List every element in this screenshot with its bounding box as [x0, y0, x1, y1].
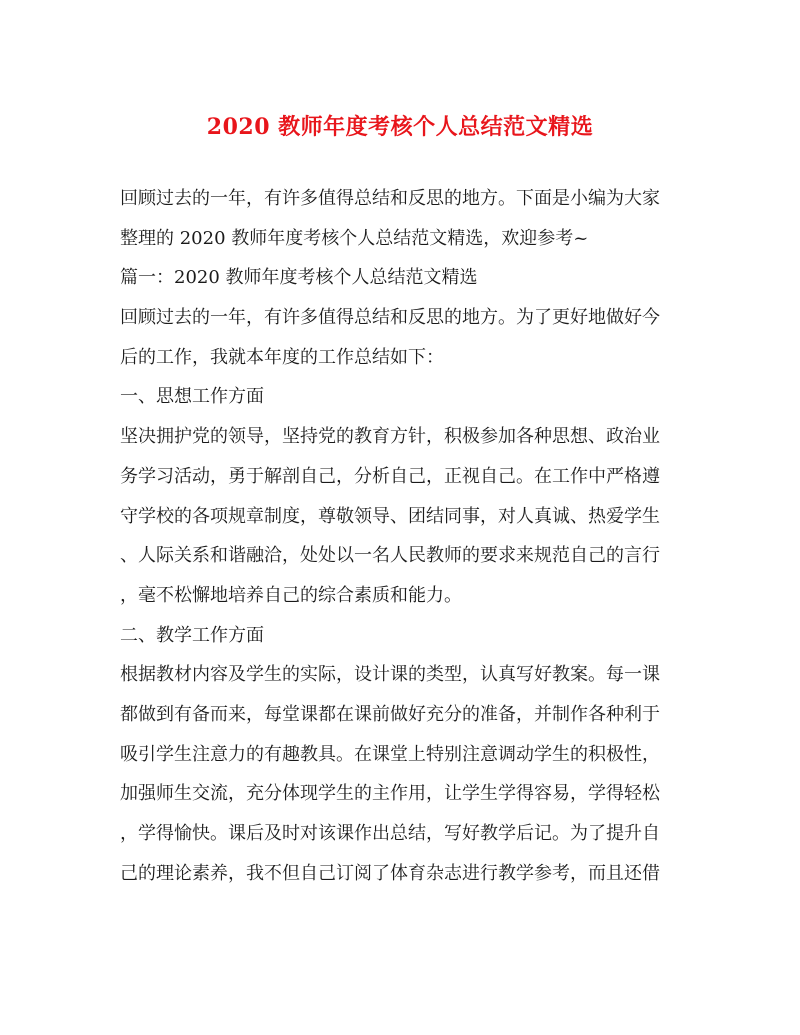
text-line: 回顾过去的一年，有许多值得总结和反思的地方。为了更好地做好今	[120, 307, 660, 329]
text-line: 整理的 2020 教师年度考核个人总结范文精选，欢迎参考~	[120, 227, 589, 249]
text-line: ，学得愉快。课后及时对该课作出总结，写好教学后记。为了提升自	[120, 823, 660, 844]
text-line: 加强师生交流，充分体现学生的主作用，让学生学得容易，学得轻松	[120, 783, 660, 805]
section-heading: 篇一：2020 教师年度考核个人总结范文精选	[120, 267, 478, 289]
section-heading: 一、思想工作方面	[120, 386, 264, 408]
section-heading: 二、教学工作方面	[120, 624, 264, 646]
text-line: 根据教材内容及学生的实际，设计课的类型，认真写好教案。每一课	[120, 664, 660, 686]
text-line: 己的理论素养，我不但自己订阅了体育杂志进行教学参考，而且还借	[120, 862, 660, 884]
text-line: 守学校的各项规章制度，尊敬领导、团结同事，对人真诚、热爱学生	[120, 505, 660, 527]
text-line: 务学习活动，勇于解剖自己，分析自己，正视自己。在工作中严格遵	[120, 465, 660, 487]
text-line: 坚决拥护党的领导，坚持党的教育方针，积极参加各种思想、政治业	[120, 426, 660, 448]
text-line: 后的工作，我就本年度的工作总结如下：	[120, 346, 444, 368]
text-line: ，毫不松懈地培养自己的综合素质和能力。	[120, 584, 462, 606]
text-line: 吸引学生注意力的有趣教具。在课堂上特别注意调动学生的积极性，	[120, 743, 660, 765]
text-line: 都做到有备而来，每堂课都在课前做好充分的准备，并制作各种利于	[120, 703, 660, 725]
document-title: 2020 教师年度考核个人总结范文精选	[206, 114, 594, 140]
text-line: 回顾过去的一年，有许多值得总结和反思的地方。下面是小编为大家	[120, 188, 660, 209]
text-line: 、人际关系和谐融洽，处处以一名人民教师的要求来规范自己的言行	[120, 545, 660, 567]
document-body	[120, 179, 680, 893]
